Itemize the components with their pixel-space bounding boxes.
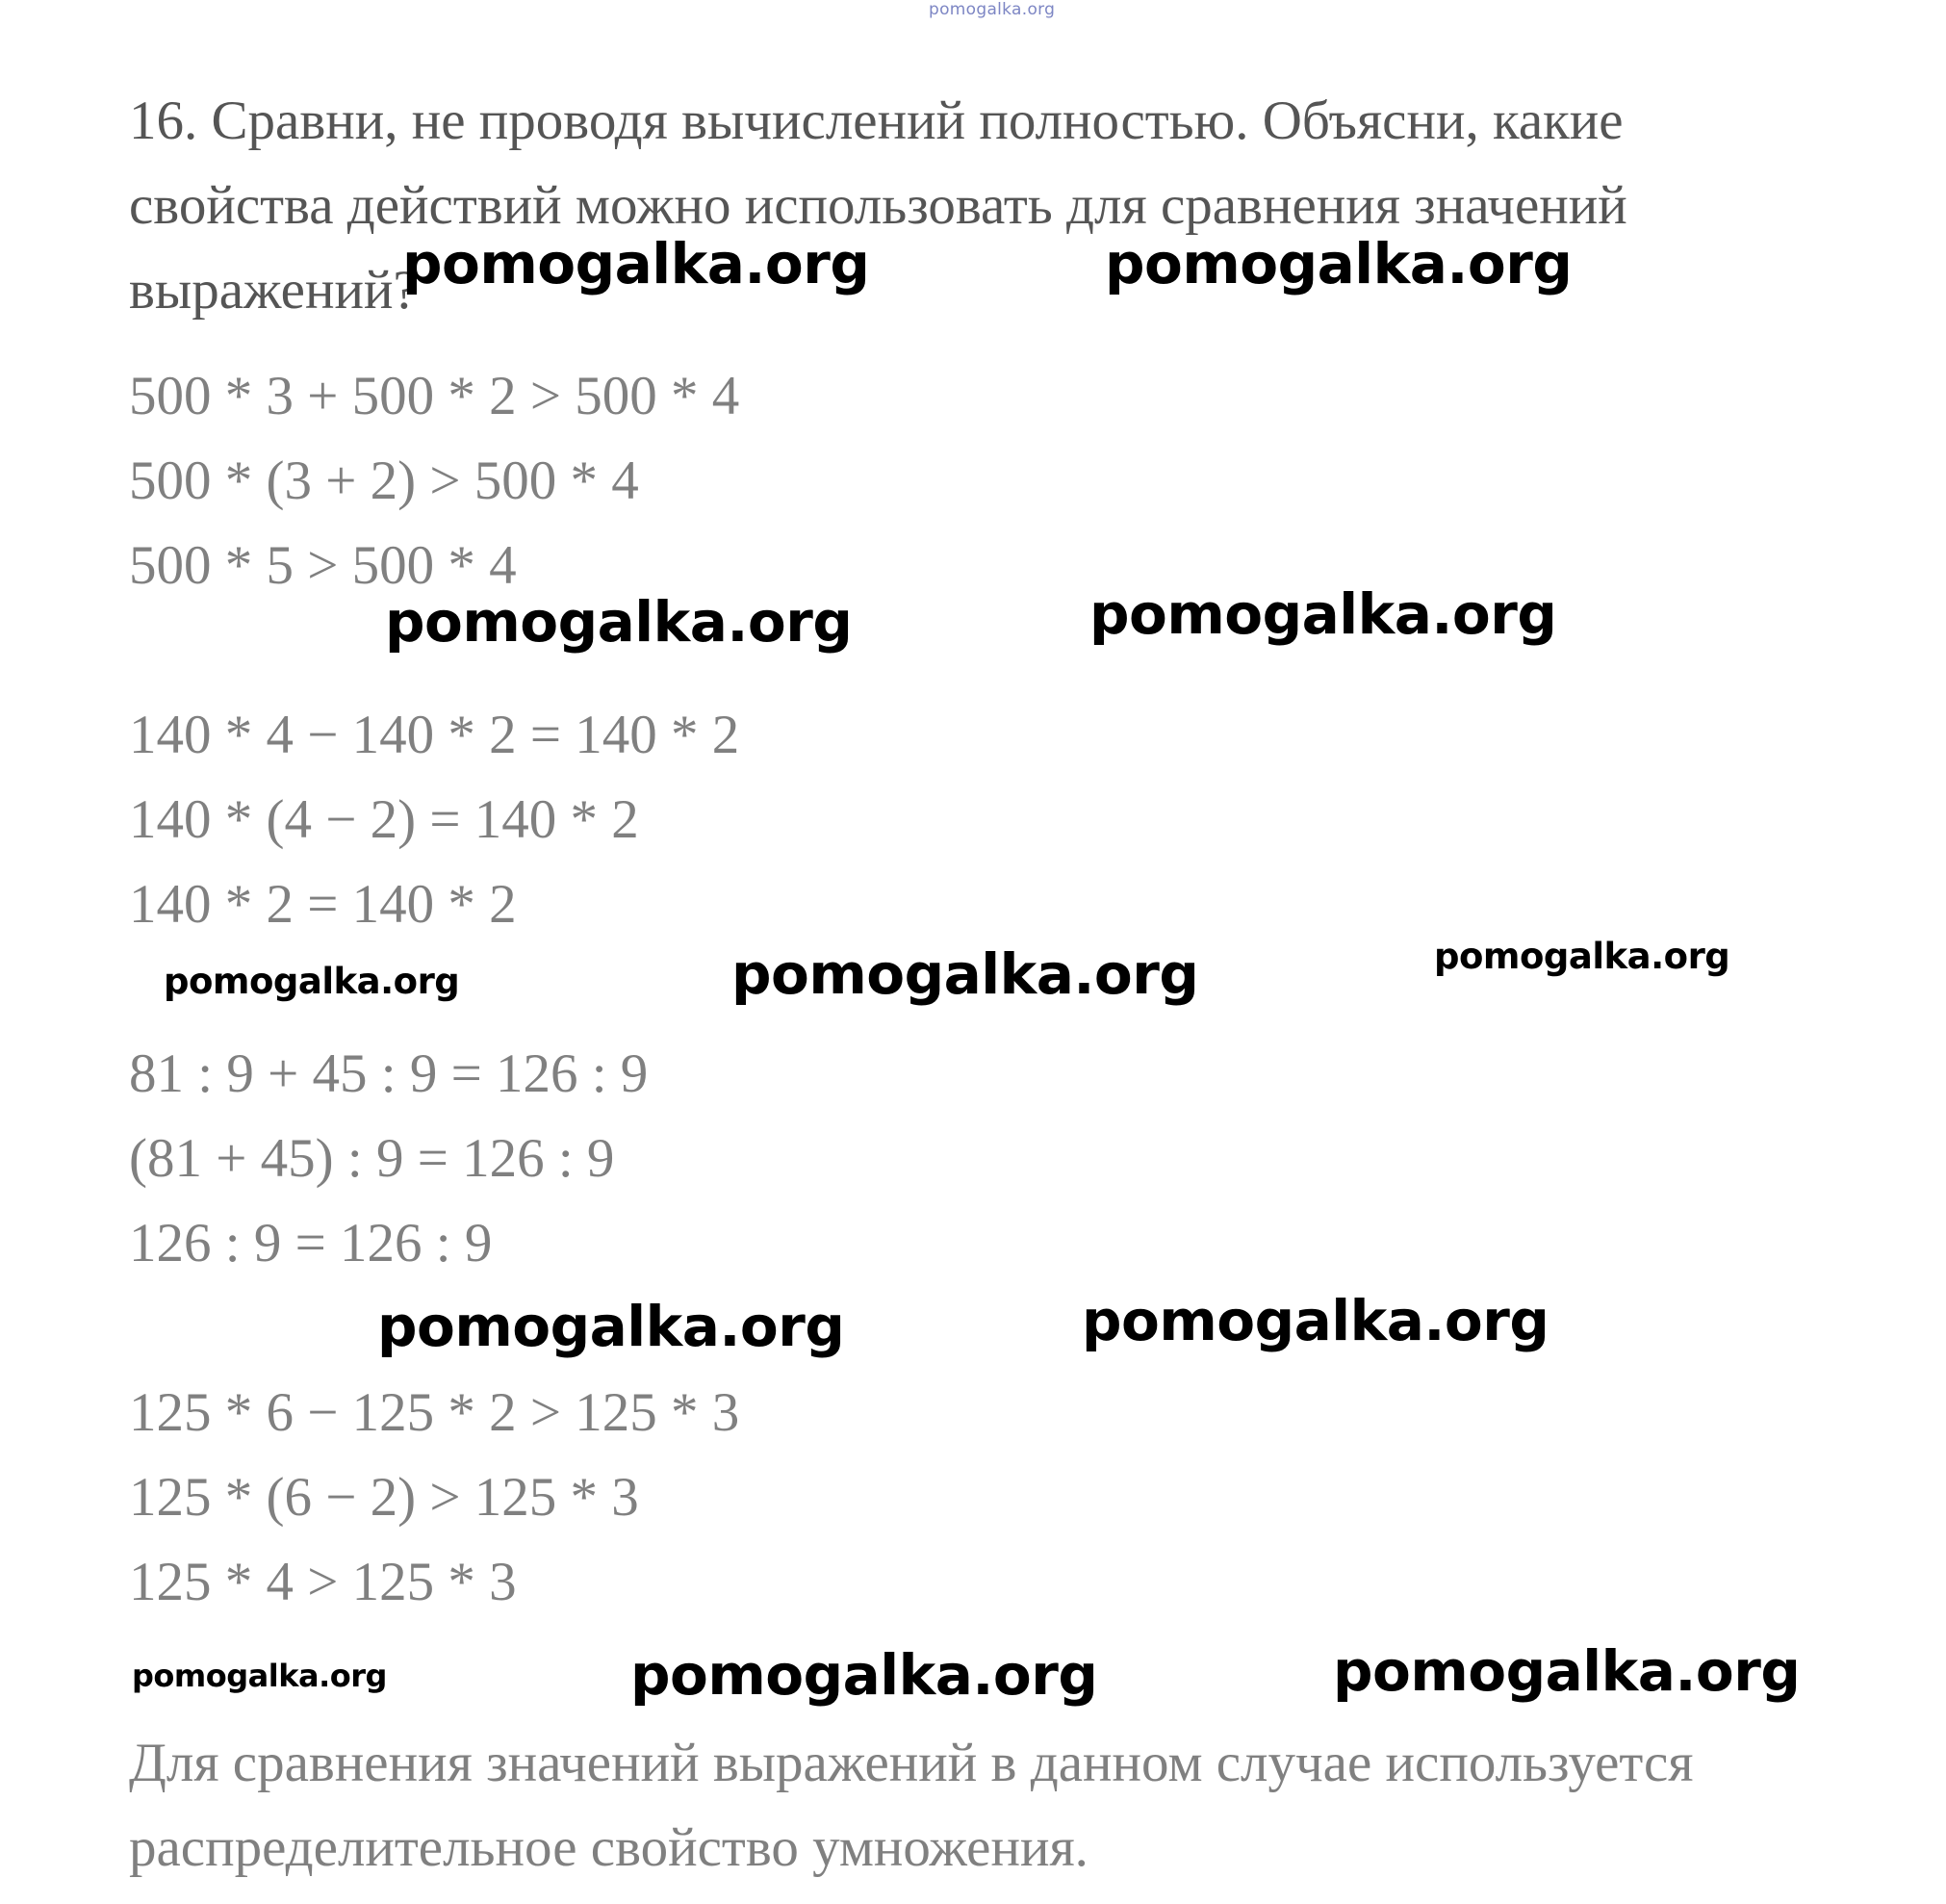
watermark: pomogalka.org (1089, 581, 1557, 647)
equation-line: 140 * 2 = 140 * 2 (129, 874, 517, 935)
conclusion-line-1: Для сравнения значений выражений в данном случае используется (129, 1733, 1694, 1793)
equation-line: 500 * 3 + 500 * 2 > 500 * 4 (129, 366, 740, 426)
watermark: pomogalka.org (731, 941, 1199, 1007)
equation-line: 140 * (4 − 2) = 140 * 2 (129, 789, 639, 850)
conclusion-text (129, 1721, 1694, 1891)
watermark: pomogalka.org (630, 1642, 1098, 1708)
watermark: pomogalka.org (377, 1294, 845, 1359)
task-line-1: 16. Сравни, не проводя вычислений полностью. Объясни, какие (129, 90, 1624, 151)
watermark: pomogalka.org (1105, 231, 1573, 296)
equation-line: 125 * 4 > 125 * 3 (129, 1552, 517, 1612)
conclusion-line-2: распределительное свойство умножения. (129, 1817, 1088, 1878)
watermark: pomogalka.org (132, 1658, 387, 1694)
watermark: pomogalka.org (1333, 1638, 1801, 1704)
equation-line: 81 : 9 + 45 : 9 = 126 : 9 (129, 1043, 649, 1104)
watermark: pomogalka.org (164, 961, 460, 1002)
equation-line: 140 * 4 − 140 * 2 = 140 * 2 (129, 705, 740, 765)
watermark: pomogalka.org (1082, 1288, 1549, 1353)
watermark: pomogalka.org (385, 589, 853, 655)
watermark: pomogalka.org (402, 231, 870, 296)
watermark: pomogalka.org (1434, 936, 1730, 977)
equation-line: 125 * 6 − 125 * 2 > 125 * 3 (129, 1382, 740, 1443)
header-watermark: pomogalka.org (929, 0, 1056, 19)
equation-line: 500 * 5 > 500 * 4 (129, 535, 517, 596)
equation-line: 126 : 9 = 126 : 9 (129, 1213, 493, 1274)
equation-line: 500 * (3 + 2) > 500 * 4 (129, 450, 639, 511)
equation-line: (81 + 45) : 9 = 126 : 9 (129, 1128, 615, 1189)
task-line-3: выражений? (129, 260, 418, 321)
equation-line: 125 * (6 − 2) > 125 * 3 (129, 1467, 639, 1528)
task-line-2: свойства действий можно использовать для сравнения значений (129, 175, 1627, 236)
